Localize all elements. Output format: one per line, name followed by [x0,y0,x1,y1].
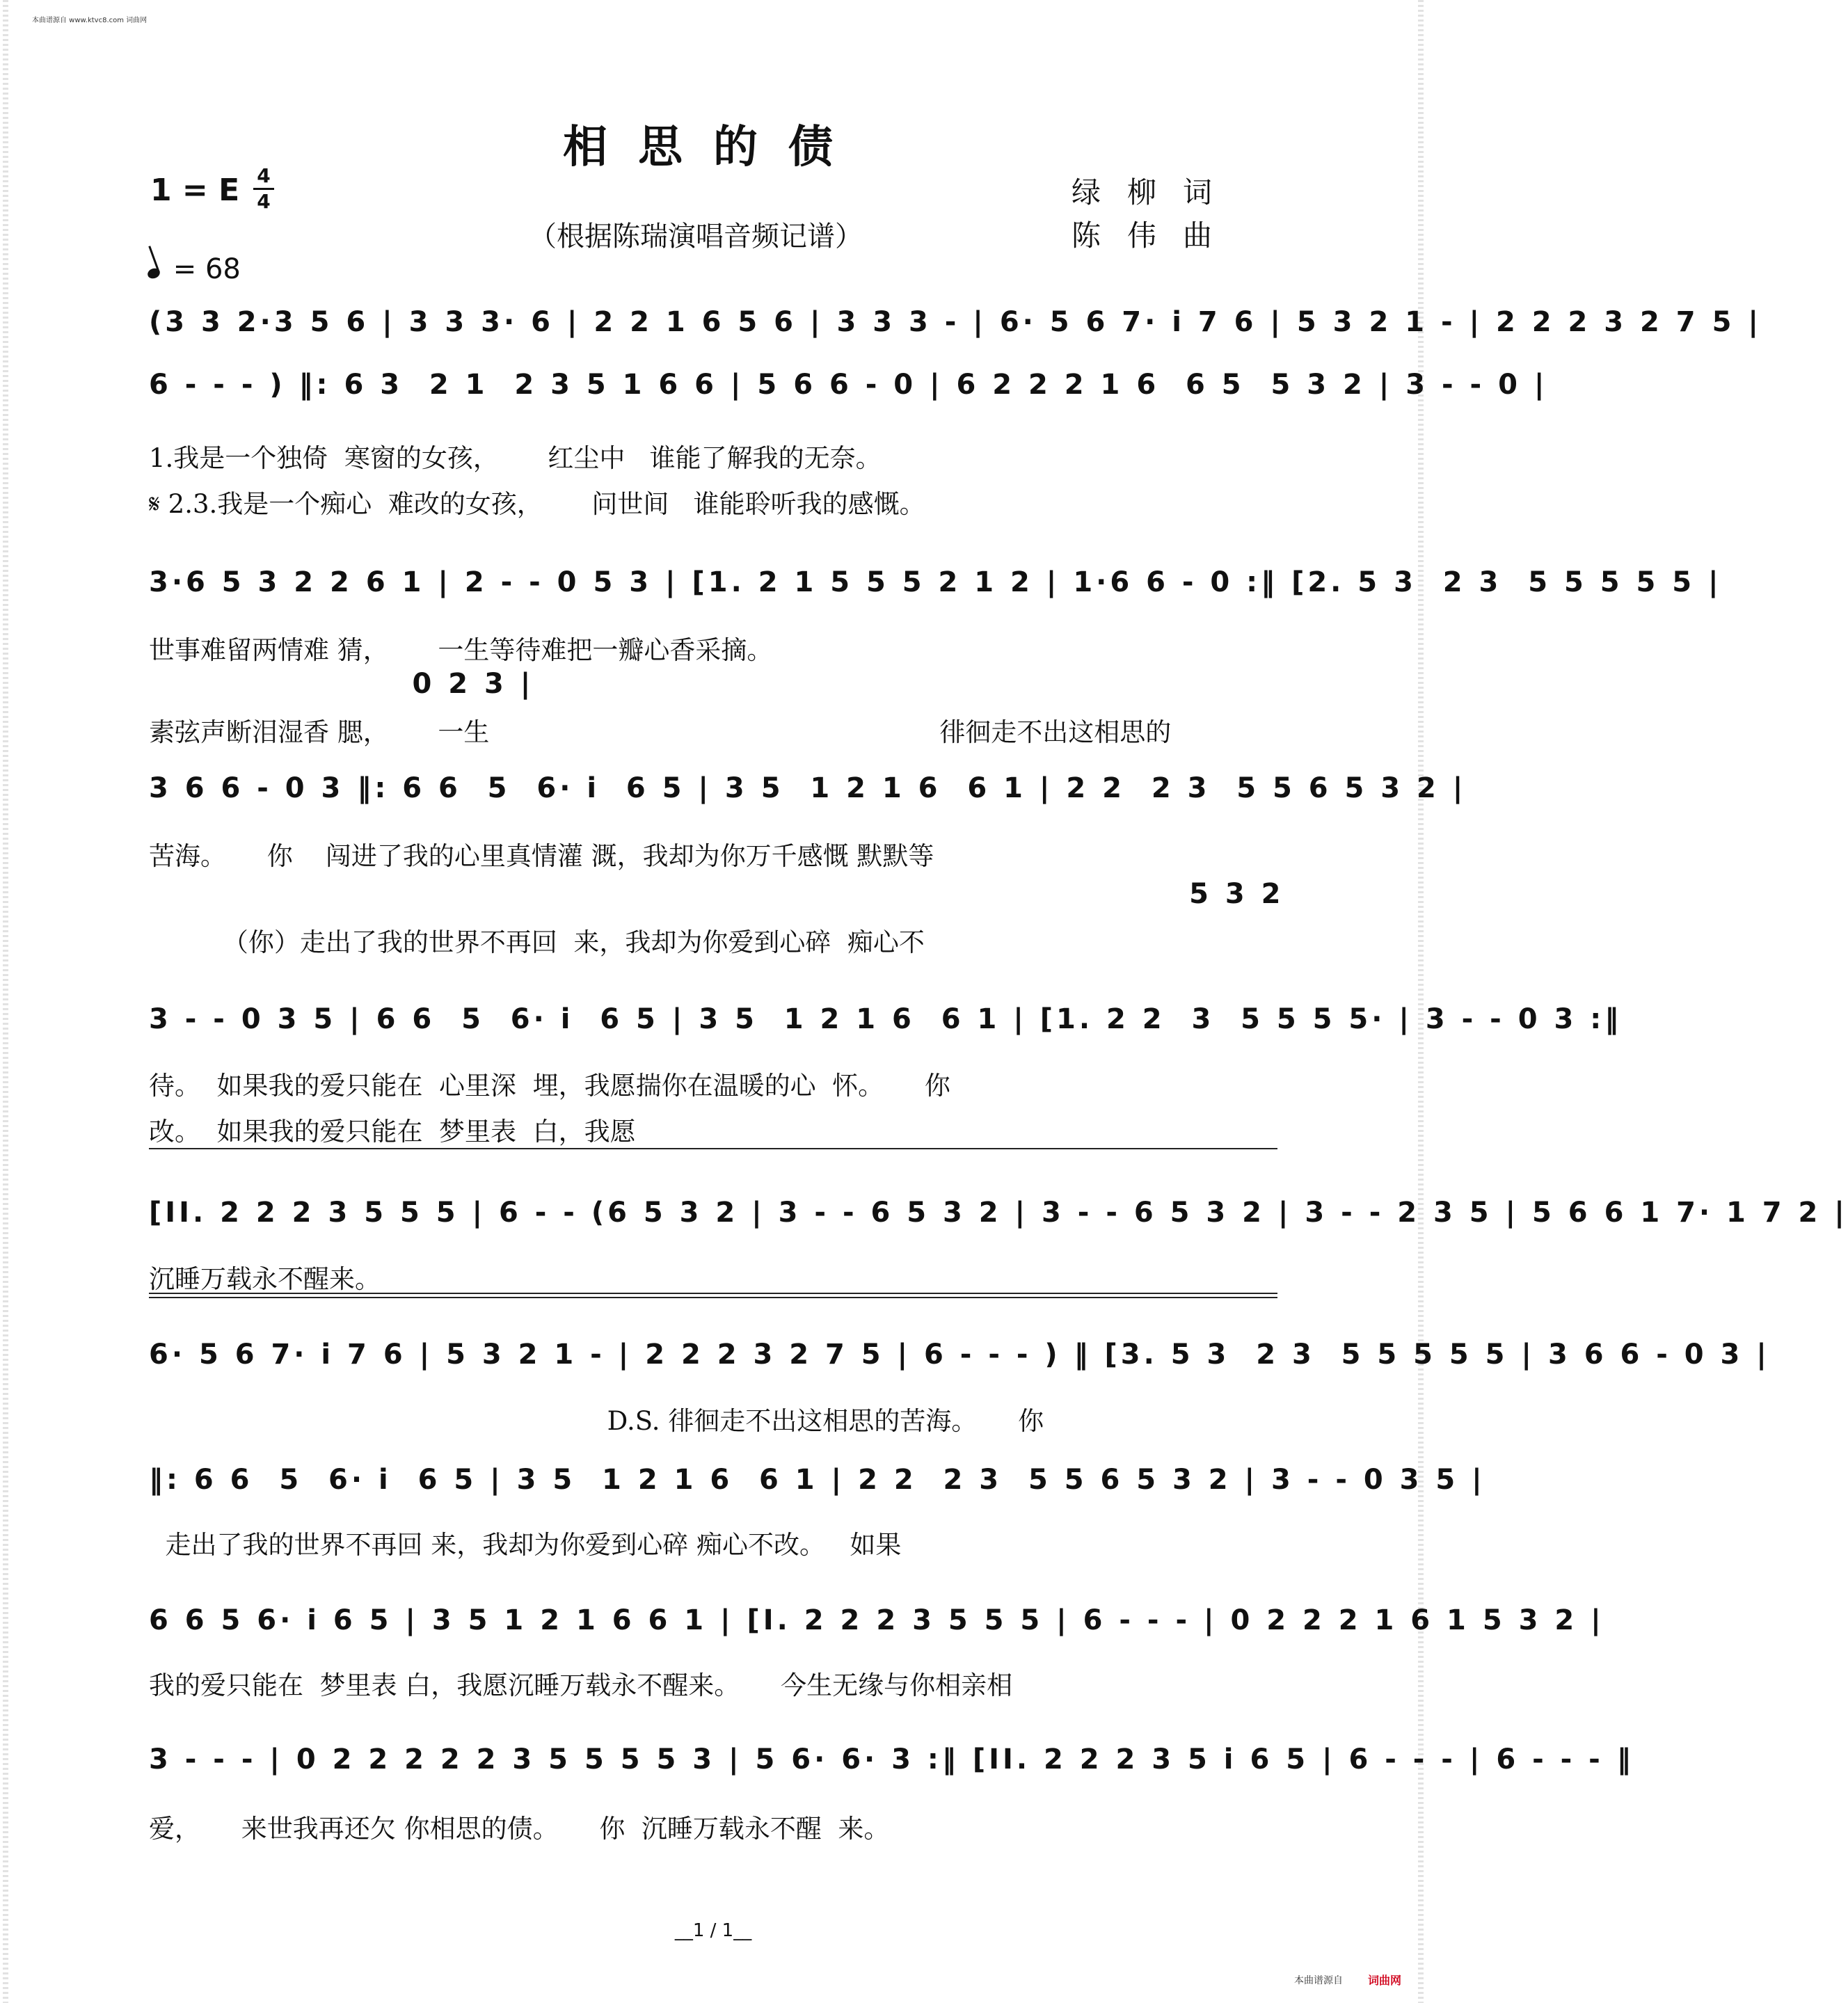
tempo-marking [148,253,241,285]
notation-line: 6 6 5 6· i 6 5 | 3 5 1 2 1 6 6 1 | [I. 2 2 2 3 5 5 5 | 6 - - - | 0 2 2 2 1 6 1 5 3 2 | [149,1604,1604,1636]
subtitle: （根据陈瑞演唱音频记谱） [529,221,863,253]
lyric-line: 改。 如果我的爱只能在 梦里表 白，我愿 [149,1117,636,1147]
tempo-text: = 68 [173,253,241,285]
time-sig-top: 4 [257,164,271,187]
lyric-line: 我的爱只能在 梦里表 白，我愿沉睡万载永不醒来。 今生无缘与你相亲相 [149,1670,1013,1700]
lyric-line: （你）走出了我的世界不再回 来，我却为你爱到心碎 痴心不 [149,927,925,957]
song-title: 相思的债 [563,121,863,173]
time-sig-bottom: 4 [257,190,271,213]
source-note-bottom: 本曲谱源自 [1294,1975,1343,1986]
left-margin-strip [3,0,8,2003]
lyric-line: D.S. 徘徊走不出这相思的苦海。 你 [149,1406,1044,1436]
notation-line: ‖: 6 6 5 6· i 6 5 | 3 5 1 2 1 6 6 1 | 2 2 2 3 5 5 6 5 3 2 | 3 - - 0 3 5 | [149,1464,1485,1496]
lyric-line: 𝄋 2.3.我是一个痴心 难改的女孩， 问世间 谁能聆听我的感慨。 [149,489,925,519]
volta-bracket-line [149,1297,1277,1298]
notation-line: [II. 2 2 2 3 5 5 5 | 6 - - (6 5 3 2 | 3 - - 6 5 3 2 | 3 - - 6 5 3 2 | 3 - - 2 3 5 | 5 6 6 1 7· 1 7 2 | [149,1197,1848,1229]
lyric-line: 苦海。 你 闯进了我的心里真情灌 溉，我却为你万千感慨 默默等 [149,841,934,871]
page-number-text: 1 / 1 [692,1920,734,1941]
key-signature: 1 = E [150,173,240,208]
page-number: __1 / 1__ [674,1920,752,1941]
lyric-line: 沉睡万载永不醒来。 [149,1264,381,1294]
volta-bracket-line [149,1148,1277,1149]
composer-credit: 陈伟曲 [1072,218,1239,253]
notation-line: 3 6 6 - 0 3 ‖: 6 6 5 6· i 6 5 | 3 5 1 2 1 6 6 1 | 2 2 2 3 5 5 6 5 3 2 | [149,772,1467,804]
notation-line: (3 3 2·3 5 6 | 3 3 3· 6 | 2 2 1 6 5 6 | 3 3 3 - | 6· 5 6 7· i 7 6 | 5 3 2 1 - | 2 2 2 3 2 7 5 | [149,306,1762,338]
lyric-line: 世事难留两情难 猜， 一生等待难把一瓣心香采摘。 [149,635,773,665]
notation-line: 0 2 3 | [149,668,534,700]
right-margin-strip [1418,0,1424,2003]
lyricist-credit: 绿柳词 [1072,175,1239,209]
notation-line: 6 - - - ) ‖: 6 3 2 1 2 3 5 1 6 6 | 5 6 6 - 0 | 6 2 2 2 1 6 6 5 5 3 2 | 3 - - 0 | [149,369,1548,401]
lyric-line: 走出了我的世界不再回 来，我却为你爱到心碎 痴心不改。 如果 [149,1530,902,1560]
notation-line: 5 3 2 [149,878,1284,910]
quarter-note-icon [146,266,161,280]
lyric-line: 爱， 来世我再还欠 你相思的债。 你 沉睡万载永不醒 来。 [149,1814,890,1844]
notation-line: 3 - - 0 3 5 | 6 6 5 6· i 6 5 | 3 5 1 2 1 6 6 1 | [1. 2 2 3 5 5 5 5· | 3 - - 0 3 :‖ [149,1003,1623,1035]
lyric-line: 素弦声断泪湿香 腮， 一生 徘徊走不出这相思的 [149,717,1172,747]
site-logo: 词曲网 [1367,1974,1401,1987]
lyric-line: 待。 如果我的爱只能在 心里深 埋，我愿揣你在温暖的心 怀。 你 [149,1071,950,1101]
notation-line: 6· 5 6 7· i 7 6 | 5 3 2 1 - | 2 2 2 3 2 7 5 | 6 - - - ) ‖ [3. 5 3 2 3 5 5 5 5 5 | 3 6 6 - 0 3 | [149,1339,1770,1371]
source-note: 本曲谱源自 www.ktvc8.com 词曲网 [32,17,148,24]
time-signature [253,166,274,212]
notation-line: 3·6 5 3 2 2 6 1 | 2 - - 0 5 3 | [1. 2 1 5 5 5 2 1 2 | 1·6 6 - 0 :‖ [2. 5 3 2 3 5 5 5 5 5 | [149,566,1722,598]
lyric-line: 1.我是一个独倚 寒窗的女孩， 红尘中 谁能了解我的无奈。 [149,443,882,473]
notation-line: 3 - - - | 0 2 2 2 2 2 3 5 5 5 5 3 | 5 6· 6· 3 :‖ [II. 2 2 2 3 5 i 6 5 | 6 - - - | 6 - - - ‖ [149,1743,1634,1775]
